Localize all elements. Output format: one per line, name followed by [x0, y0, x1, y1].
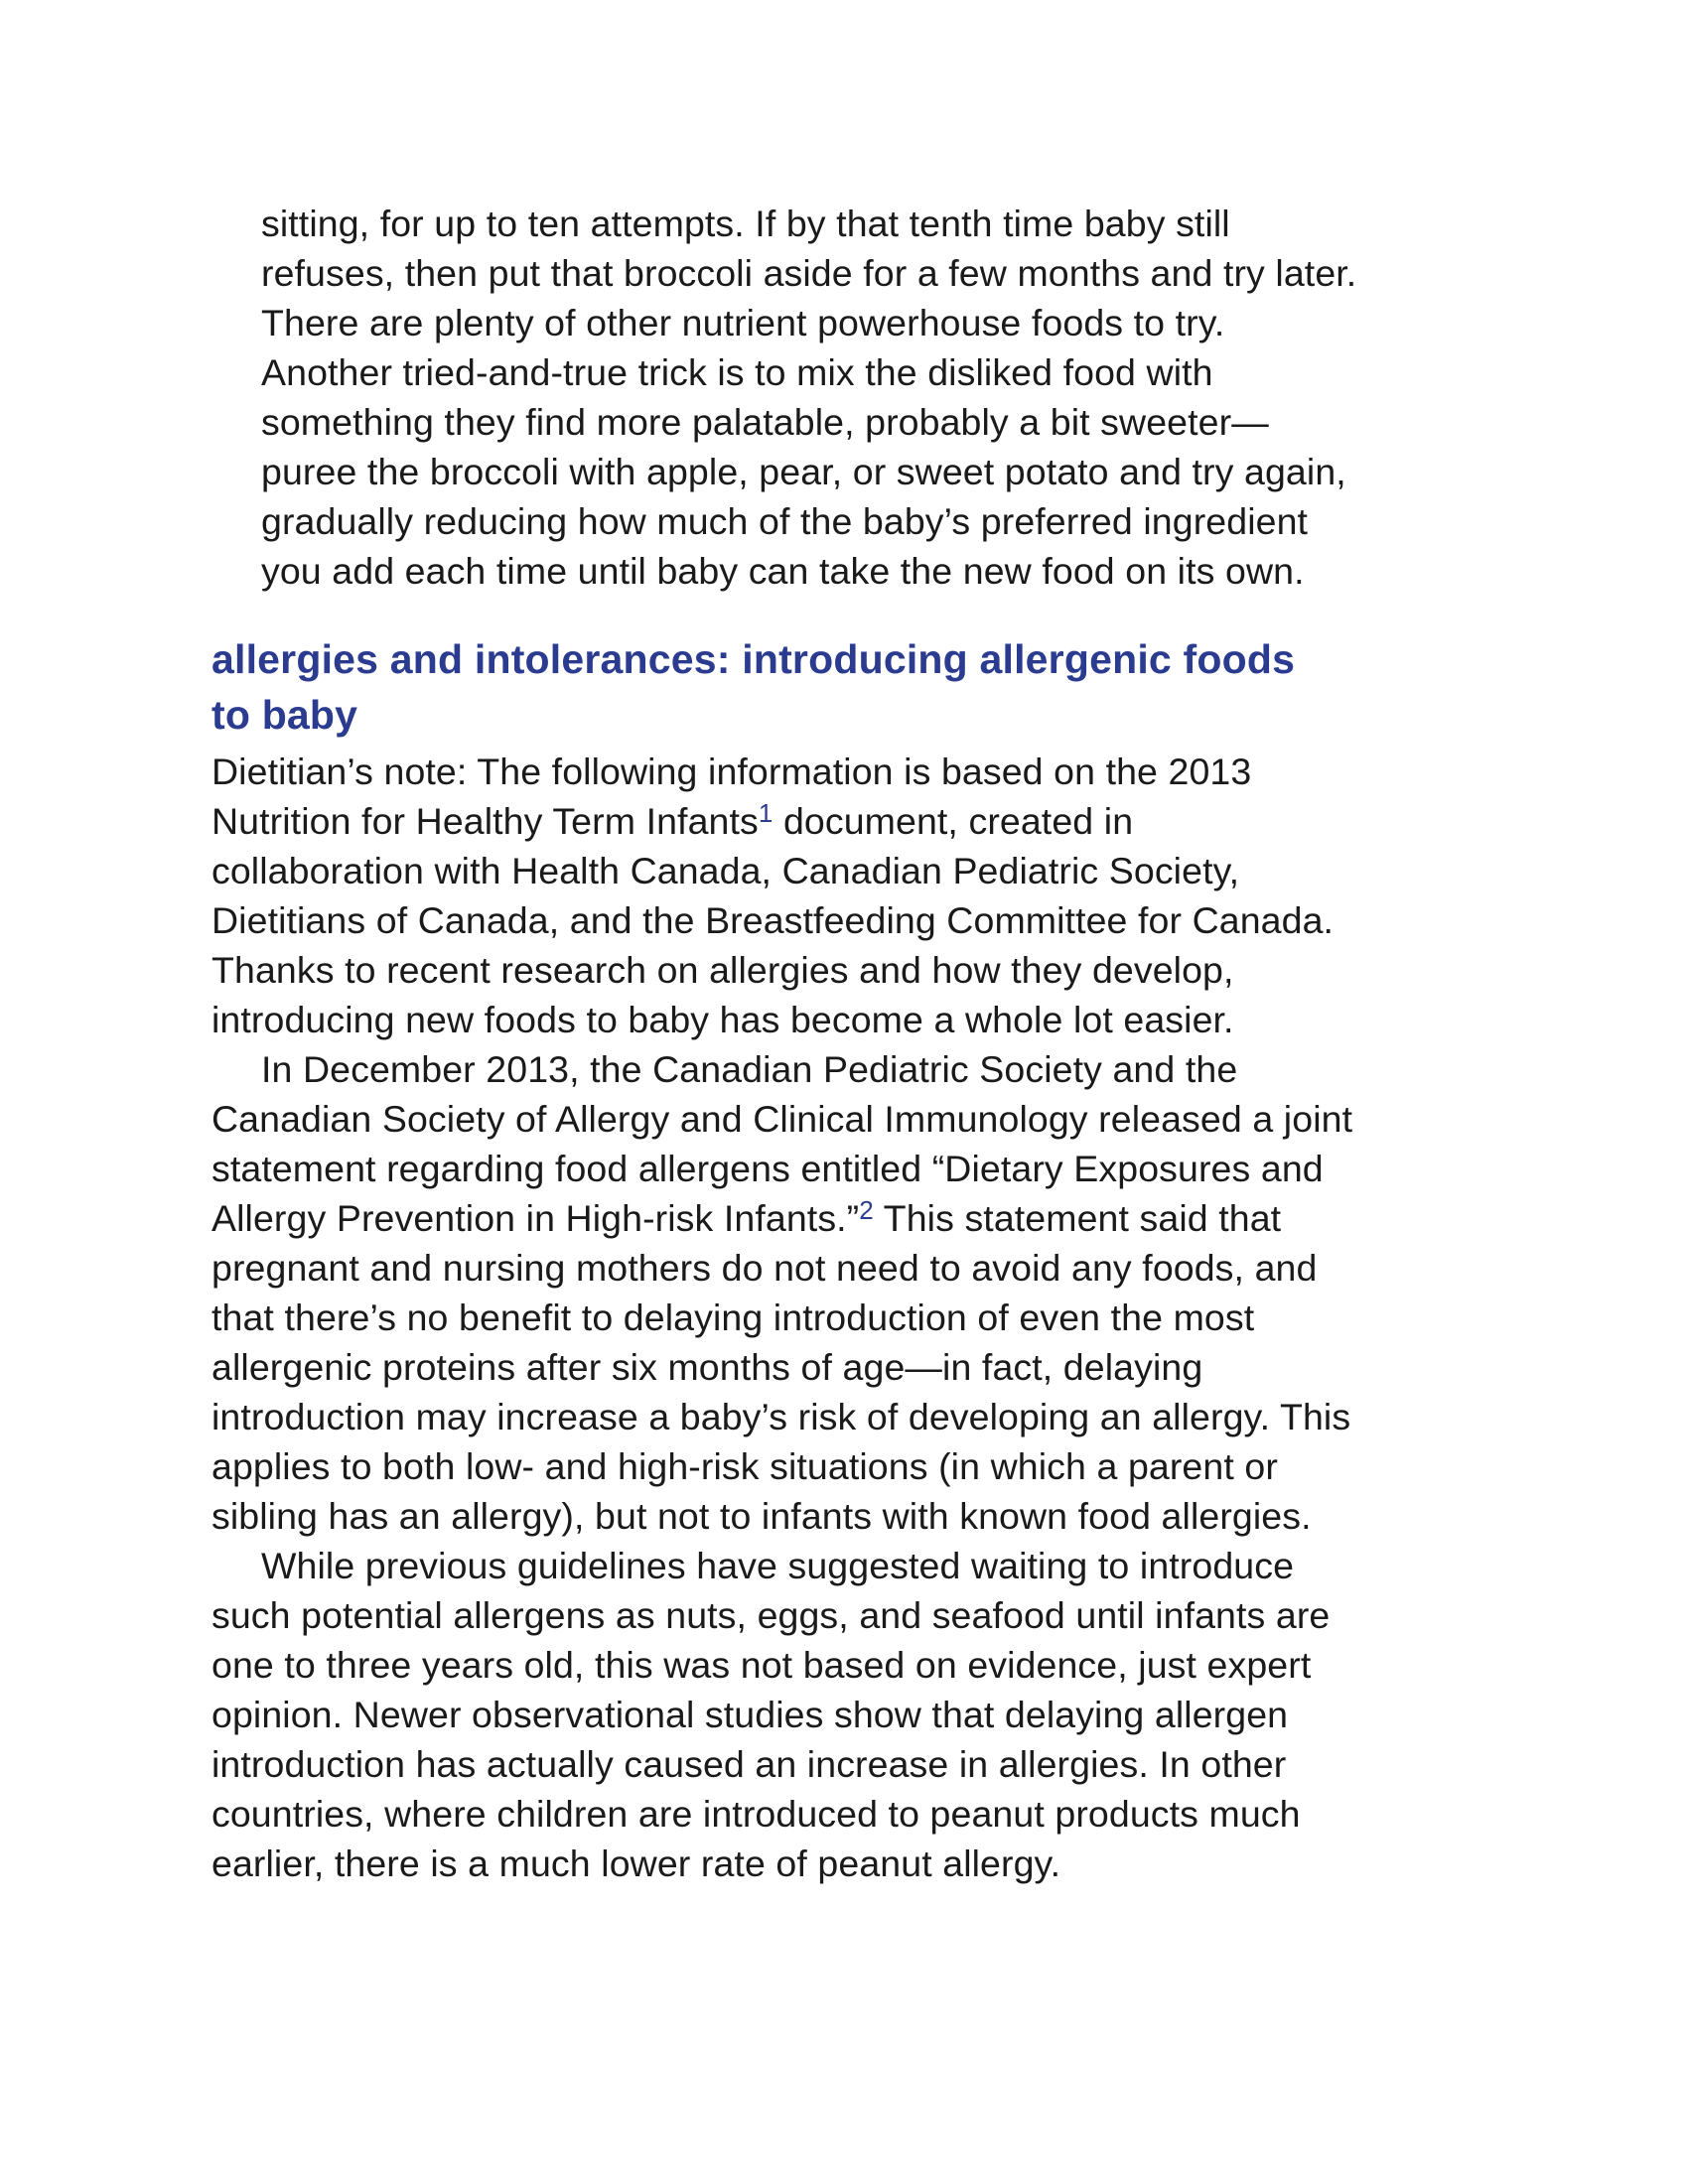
- text-segment: Allergy Prevention in High-risk Infants.”: [211, 1197, 860, 1239]
- heading-line: to baby: [211, 692, 358, 738]
- text-line: introduction has actually caused an increase in allergies. In other: [211, 1743, 1287, 1785]
- text-line: refuses, then put that broccoli aside for a few months and try later.: [261, 252, 1357, 294]
- text-line: collaboration with Health Canada, Canadian Pediatric Society,: [211, 850, 1240, 891]
- text-line: introduction may increase a baby’s risk of developing an allergy. This: [211, 1396, 1351, 1437]
- text-line: that there’s no benefit to delaying introduction of even the most: [211, 1297, 1255, 1338]
- text-line: Dietitians of Canada, and the Breastfeeding Committee for Canada.: [211, 899, 1335, 941]
- text-line: countries, where children are introduced to peanut products much: [211, 1793, 1301, 1835]
- text-line: such potential allergens as nuts, eggs, and seafood until infants are: [211, 1594, 1331, 1636]
- text-line: opinion. Newer observational studies show that delaying allergen: [211, 1694, 1289, 1735]
- section-heading: [211, 631, 1492, 743]
- text-line: Dietitian’s note: The following information is based on the 2013: [211, 751, 1252, 792]
- text-line: applies to both low- and high-risk situations (in which a parent or: [211, 1445, 1278, 1487]
- text-line: Canadian Society of Allergy and Clinical Immunology released a joint: [211, 1098, 1353, 1140]
- text-line: earlier, there is a much lower rate of peanut allergy.: [211, 1843, 1061, 1884]
- footnote-reference-2[interactable]: 2: [859, 1195, 874, 1225]
- section-body: [211, 747, 1492, 1888]
- text-line: you add each time until baby can take the new food on its own.: [261, 550, 1305, 592]
- text-line: While previous guidelines have suggested waiting to introduce: [261, 1545, 1295, 1586]
- text-line: There are plenty of other nutrient powerhouse foods to try.: [261, 302, 1225, 343]
- text-segment: Nutrition for Healthy Term Infants: [211, 800, 759, 842]
- text-line: puree the broccoli with apple, pear, or sweet potato and try again,: [261, 451, 1346, 492]
- text-line: something they find more palatable, probably a bit sweeter—: [261, 401, 1269, 443]
- paragraph-previous-guidelines: [211, 1541, 1492, 1888]
- text-line: [211, 1193, 1492, 1243]
- text-line: sitting, for up to ten attempts. If by that tenth time baby still: [261, 203, 1230, 244]
- text-line: statement regarding food allergens entitled “Dietary Exposures and: [211, 1148, 1324, 1189]
- paragraph-dietitian-note: [211, 747, 1492, 1044]
- text-line: Another tried-and-true trick is to mix the disliked food with: [261, 351, 1213, 393]
- text-line: allergenic proteins after six months of age—in fact, delaying: [211, 1346, 1203, 1388]
- text-segment: This statement said that: [873, 1197, 1282, 1239]
- text-line: pregnant and nursing mothers do not need to avoid any foods, and: [211, 1247, 1318, 1289]
- continuation-paragraph: [261, 199, 1492, 596]
- text-line: sibling has an allergy), but not to infants with known food allergies.: [211, 1495, 1312, 1537]
- text-line: In December 2013, the Canadian Pediatric Society and the: [261, 1048, 1238, 1090]
- footnote-reference-1[interactable]: 1: [758, 798, 774, 828]
- heading-line: allergies and intolerances: introducing allergenic foods: [211, 636, 1296, 682]
- text-line: gradually reducing how much of the baby’s preferred ingredient: [261, 500, 1309, 542]
- text-line: [211, 796, 1492, 846]
- text-segment: document, created in: [773, 800, 1134, 842]
- text-line: Thanks to recent research on allergies and how they develop,: [211, 949, 1234, 991]
- text-line: introducing new foods to baby has become a whole lot easier.: [211, 999, 1234, 1040]
- text-line: one to three years old, this was not based on evidence, just expert: [211, 1644, 1312, 1686]
- paragraph-joint-statement: [211, 1044, 1492, 1541]
